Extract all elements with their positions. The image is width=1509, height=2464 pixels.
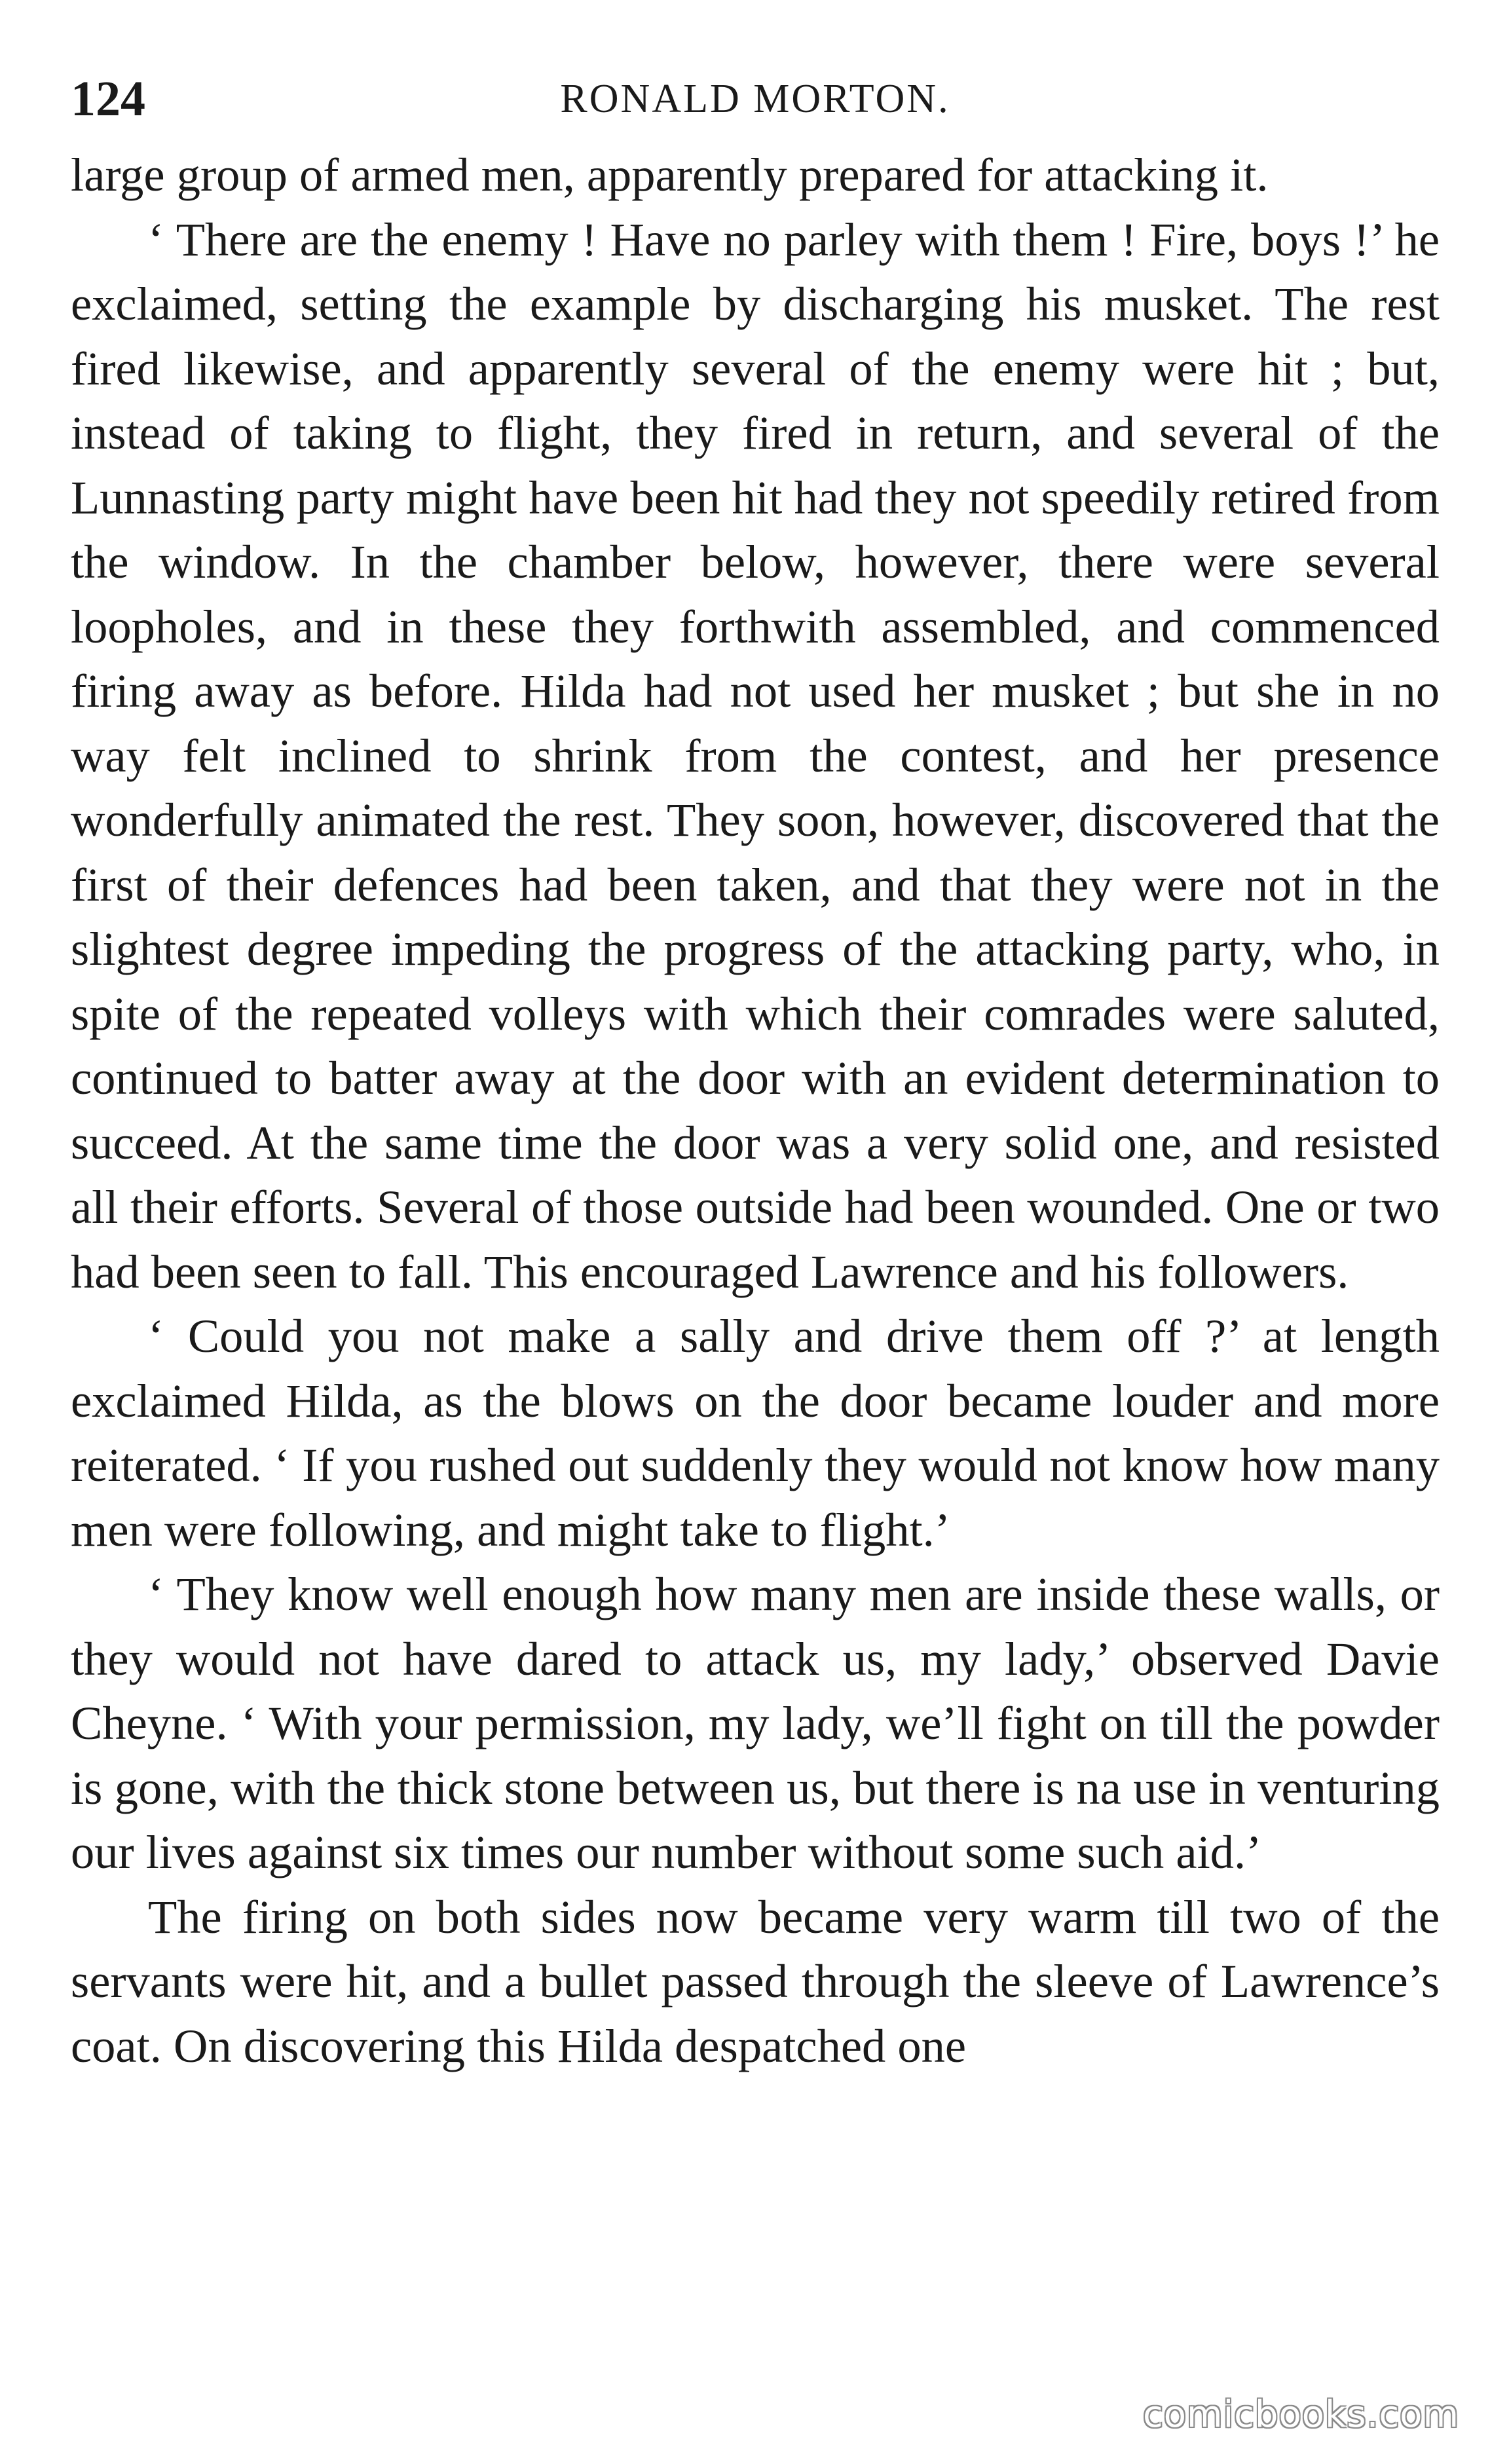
paragraph-2: ‘ There are the enemy ! Have no parley with them ! Fire, boys !’ he exclaimed, setting the example by discharging his musket. The rest fired likewise, and apparently several of the enemy were hit ; but, instead of taking to flight, they fired in return, and several of the Lunnasting party might have been hit had they not speedily retired from the window. In the chamber below, however, there were several loopholes, and in these they forthwith assembled, and commenced firing away as before. Hilda had not used her musket ; but she in no way felt inclined to shrink from the contest, and her presence wonderfully animated the rest. They soon, however, discovered that the first of their defences had been taken, and that they were not in the slightest degree impeding the progress of the attacking party, who, in spite of the repeated volleys with which their comrades were saluted, continued to batter away at the door with an evident determination to succeed. At the same time the door was a very solid one, and resisted all their efforts. Several of those outside had been wounded. One or two had been seen to fall. This encouraged Lawrence and his followers. (71, 212, 1440, 1298)
page-number: 124 (71, 71, 145, 126)
body-text (71, 143, 1440, 2078)
running-head: RONALD MORTON. (560, 77, 950, 121)
watermark: comicbooks.com (1142, 2393, 1459, 2436)
paragraph-1: large group of armed men, apparently prepared for attacking it. (71, 148, 1269, 201)
page-header (71, 63, 1440, 135)
paragraph-4: ‘ They know well enough how many men are inside these walls, or they would not have dared to attack us, my lady,’ observed Davie Cheyne. ‘ With your permission, my lady, we’ll fight on till the powder is gone, with the thick stone between us, but there is na use in venturing our lives against six times our number without some such aid.’ (71, 1567, 1440, 1878)
paragraph-3: ‘ Could you not make a sally and drive them off ?’ at length exclaimed Hilda, as the blows on the door became louder and more reiterated. ‘ If you rushed out suddenly they would not know how many men were following, and might take to flight.’ (71, 1309, 1440, 1556)
paragraph-5: The firing on both sides now became very warm till two of the servants were hit, and a bullet passed through the sleeve of Lawrence’s coat. On discovering this Hilda despatched one (71, 1890, 1440, 2072)
